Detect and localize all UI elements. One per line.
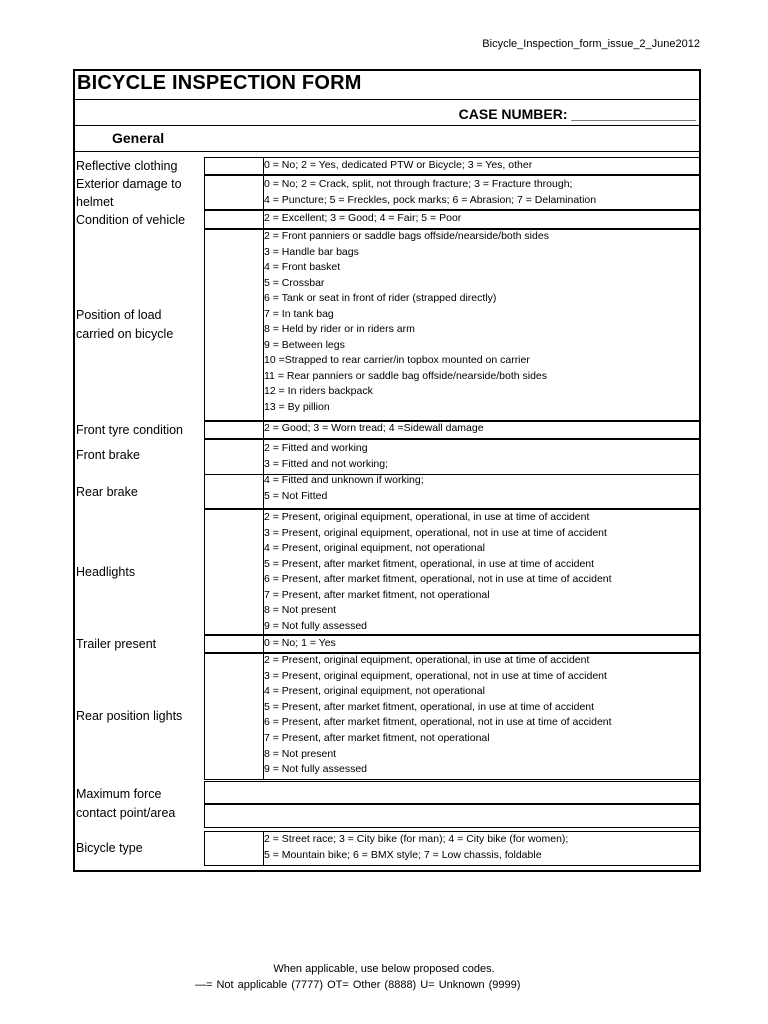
codes-rear-lights-7: 8 = Not present: [264, 748, 337, 760]
codes-load-10: 11 = Rear panniers or saddle bag offside/nearside/both sides: [264, 369, 548, 382]
form-title: BICYCLE INSPECTION FORM: [77, 72, 362, 94]
footer-codes: —= Not applicable (7777) OT= Other (8888) U= Unknown (9999): [195, 979, 521, 991]
codes-rear-brake-2: 5 = Not Fitted: [264, 490, 328, 502]
codes-rear-lights-4: 5 = Present, after market fitment, operational, in use at time of accident: [264, 700, 595, 713]
section-divider: [74, 151, 700, 152]
section-heading-general: General: [112, 130, 165, 146]
codes-load-9: 10 =Strapped to rear carrier/in topbox mounted on carrier: [264, 354, 530, 366]
label-reflective-clothing: Reflective clothing: [76, 159, 178, 173]
label-maximum-force: Maximum force: [76, 787, 162, 801]
form-file-reference: Bicycle_Inspection_form_issue_2_June2012: [482, 38, 700, 50]
label-condition-of-vehicle: Condition of vehicle: [76, 213, 186, 227]
codes-trailer: 0 = No; 1 = Yes: [264, 637, 336, 649]
codes-headlights-3: 4 = Present, original equipment, not operational: [264, 542, 485, 554]
label-trailer-present: Trailer present: [76, 637, 157, 651]
codes-helmet-2: 4 = Puncture; 5 = Freckles, pock marks; 6 = Abrasion; 7 = Delamination: [264, 194, 597, 206]
codes-reflective-clothing: 0 = No; 2 = Yes, dedicated PTW or Bicycle; 3 = Yes, other: [264, 159, 533, 171]
codes-front-tyre: 2 = Good; 3 = Worn tread; 4 =Sidewall damage: [264, 422, 484, 434]
codes-load-12: 13 = By pillion: [264, 401, 330, 413]
case-number-field[interactable]: CASE NUMBER: ________________: [458, 106, 696, 122]
codes-rear-lights-6: 7 = Present, after market fitment, not operational: [264, 732, 490, 744]
codes-rear-brake-1: 4 = Fitted and unknown if working;: [264, 474, 424, 486]
case-divider: [74, 125, 700, 126]
codes-load-3: 4 = Front basket: [264, 261, 341, 273]
codes-load-6: 7 = In tank bag: [264, 307, 334, 320]
codes-bicycle-type-2: 5 = Mountain bike; 6 = BMX style; 7 = Low chassis, foldable: [264, 849, 542, 861]
codes-rear-lights-8: 9 = Not fully assessed: [264, 763, 368, 775]
codes-rear-lights-3: 4 = Present, original equipment, not operational: [264, 685, 485, 697]
codes-headlights-1: 2 = Present, original equipment, operational, in use at time of accident: [264, 511, 590, 523]
codes-load-2: 3 = Handle bar bags: [264, 245, 359, 258]
codes-helmet-1: 0 = No; 2 = Crack, split, not through fracture; 3 = Fracture through;: [264, 178, 573, 190]
codes-headlights-8: 9 = Not fully assessed: [264, 619, 368, 632]
codes-condition: 2 = Excellent; 3 = Good; 4 = Fair; 5 = Poor: [264, 212, 462, 224]
label-front-tyre: Front tyre condition: [76, 423, 183, 437]
codes-headlights-2: 3 = Present, original equipment, operational, not in use at time of accident: [264, 526, 607, 539]
codes-headlights-4: 5 = Present, after market fitment, operational, in use at time of accident: [264, 557, 595, 570]
codes-headlights-7: 8 = Not present: [264, 604, 337, 616]
input-contact-point[interactable]: [204, 804, 700, 828]
label-helmet-damage: Exterior damage to: [76, 177, 182, 191]
codes-load-1: 2 = Front panniers or saddle bags offside/nearside/both sides: [264, 230, 549, 242]
label-position-of-load: Position of load: [76, 308, 162, 322]
codes-load-5: 6 = Tank or seat in front of rider (strapped directly): [264, 292, 497, 304]
footer-note: When applicable, use below proposed codes.: [273, 963, 495, 975]
codes-headlights-6: 7 = Present, after market fitment, not operational: [264, 588, 490, 601]
label-rear-brake: Rear brake: [76, 485, 138, 499]
input-maximum-force[interactable]: [204, 781, 700, 804]
codes-rear-lights-2: 3 = Present, original equipment, operational, not in use at time of accident: [264, 669, 607, 682]
codes-front-brake-2: 3 = Fitted and not working;: [264, 458, 389, 470]
codes-load-8: 9 = Between legs: [264, 338, 345, 351]
label-front-brake: Front brake: [76, 448, 140, 462]
label-maximum-force-2: contact point/area: [76, 806, 176, 820]
label-position-of-load-2: carried on bicycle: [76, 327, 174, 341]
codes-load-7: 8 = Held by rider or in riders arm: [264, 323, 415, 335]
codes-front-brake-1: 2 = Fitted and working: [264, 442, 368, 454]
label-helmet-damage-2: helmet: [76, 195, 114, 209]
codes-load-4: 5 = Crossbar: [264, 276, 325, 289]
codes-rear-lights-1: 2 = Present, original equipment, operational, in use at time of accident: [264, 654, 590, 666]
codes-headlights-5: 6 = Present, after market fitment, operational, not in use at time of accident: [264, 573, 612, 585]
label-rear-position-lights: Rear position lights: [76, 709, 183, 723]
label-bicycle-type: Bicycle type: [76, 841, 143, 855]
title-divider: [74, 99, 700, 100]
codes-rear-lights-5: 6 = Present, after market fitment, operational, not in use at time of accident: [264, 716, 612, 728]
codes-bicycle-type-1: 2 = Street race; 3 = City bike (for man); 4 = City bike (for women);: [264, 833, 569, 845]
label-headlights: Headlights: [76, 565, 136, 579]
codes-load-11: 12 = In riders backpack: [264, 385, 373, 397]
